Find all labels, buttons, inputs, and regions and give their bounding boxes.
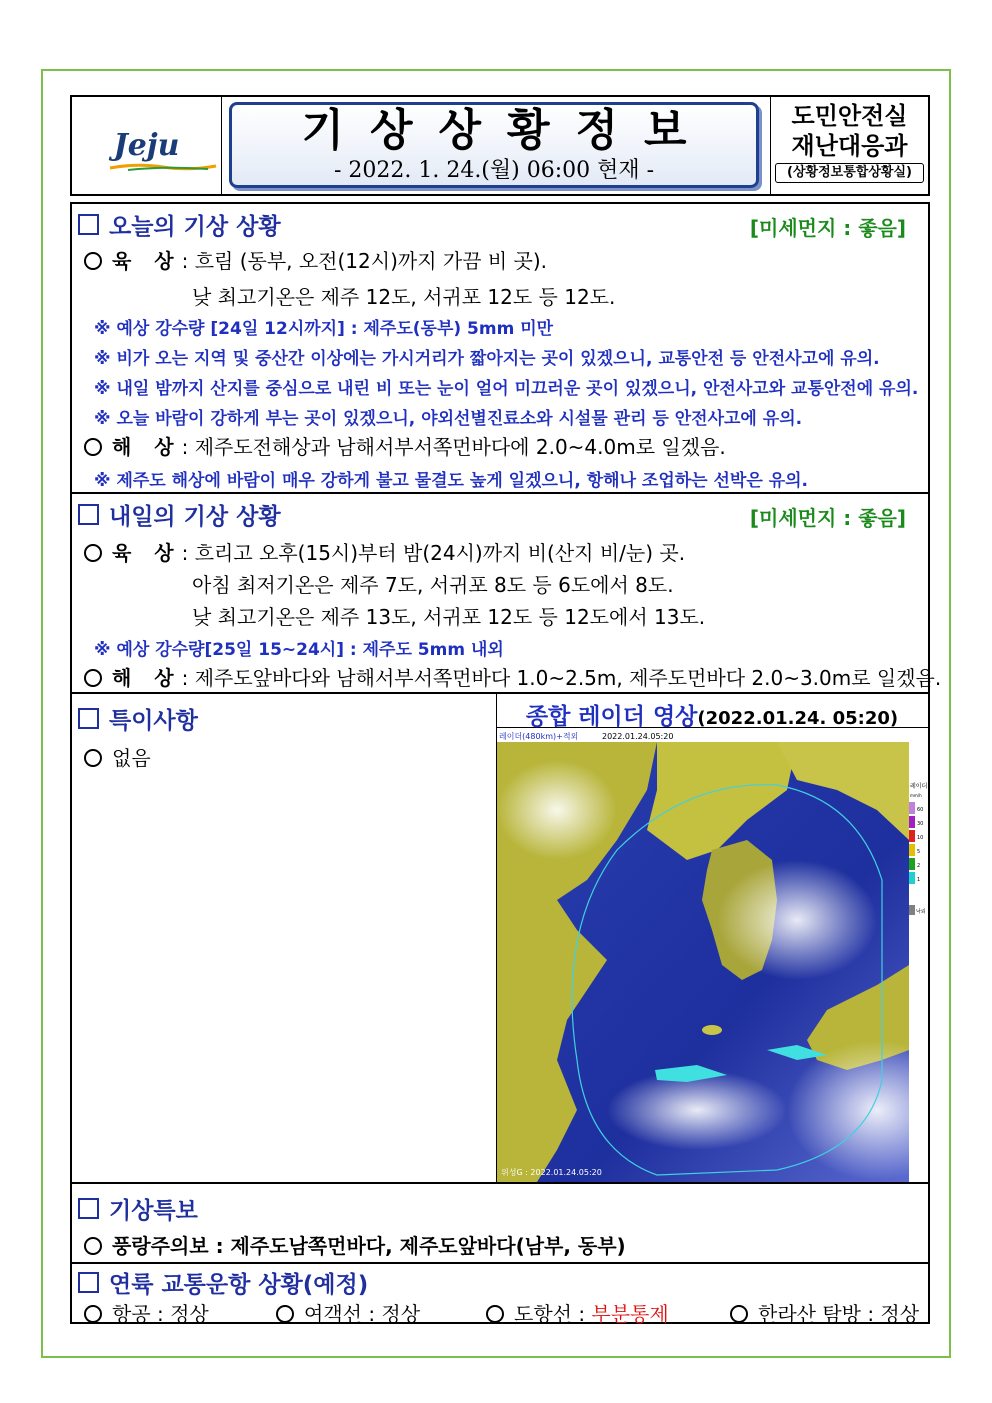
today-section (72, 204, 928, 494)
circle-bullet-icon (730, 1305, 748, 1323)
legend-text-1: 1 (917, 877, 921, 883)
legend-text-10: 10 (917, 835, 924, 841)
warning-section (72, 1184, 928, 1264)
circle-bullet-icon (84, 1305, 102, 1323)
tomorrow-title: 내일의 기상 상황 (78, 498, 281, 531)
title-box (229, 102, 759, 188)
transport-ferry: 여객선 : 정상 (276, 1298, 420, 1327)
org-line3: (상황정보통합상황실) (775, 163, 924, 183)
special-title: 특이사항 (78, 702, 198, 735)
org-line2: 재난대응과 (791, 132, 908, 160)
today-sea: 해 상: 제주도전해상과 남해서부서쪽먼바다에 2.0~4.0m로 일겠음. (84, 431, 726, 460)
special-item: 없음 (84, 742, 151, 771)
today-land-temp: 낮 최고기온은 제주 12도, 서귀포 12도 등 12도. (192, 285, 616, 309)
legend-unit: mm/h (910, 793, 922, 798)
main-content (70, 202, 942, 1326)
cloud (607, 1070, 787, 1150)
today-note-ice: ※ 내일 밤까지 산지를 중심으로 내린 비 또는 눈이 얼어 미끄러운 곳이 있겠으니, 안전사고와 교통안전에 유의. (94, 379, 919, 399)
header (70, 95, 930, 196)
radar-caption-time: 2022.01.24.05:20 (602, 732, 674, 741)
jeju-logo (72, 97, 222, 194)
radar-map (497, 730, 928, 1182)
tomorrow-land-min: 아침 최저기온은 제주 7도, 서귀포 8도 등 6도에서 8도. (192, 573, 674, 597)
checkbox-square-icon (78, 1198, 99, 1219)
legend-label: 레이더 (910, 783, 928, 790)
checkbox-square-icon (78, 504, 99, 525)
satellite-caption: 위성G : 2022.01.24.05:20 (501, 1168, 602, 1177)
circle-bullet-icon (84, 1237, 102, 1255)
cloud (717, 860, 877, 980)
legend-10 (909, 830, 915, 842)
legend-text-30: 30 (917, 821, 924, 827)
checkbox-square-icon (78, 1272, 99, 1293)
island-ferry-status: 부분통제 (591, 1302, 669, 1326)
today-note-visibility: ※ 비가 오는 지역 및 중산간 이상에는 가시거리가 짧아지는 곳이 있겠으니, 교통안전 등 안전사고에 유의. (94, 349, 880, 369)
legend-5 (909, 844, 915, 856)
circle-bullet-icon (276, 1305, 294, 1323)
checkbox-square-icon (78, 214, 99, 235)
today-dust: [미세먼지 : 좋음] (749, 216, 906, 240)
circle-bullet-icon (84, 749, 102, 767)
warning-title: 기상특보 (78, 1192, 198, 1225)
legend-30 (909, 816, 915, 828)
legend-text-60: 60 (917, 807, 924, 813)
circle-bullet-icon (84, 252, 102, 270)
tomorrow-section (72, 494, 942, 694)
transport-island-ferry: 도항선 : 부분통제 (486, 1298, 669, 1327)
transport-hallasan: 한라산 탐방 : 정상 (730, 1298, 919, 1327)
today-land: 육 상: 흐림 (동부, 오전(12시)까지 가끔 비 곳). (84, 245, 547, 274)
circle-bullet-icon (84, 669, 102, 687)
legend-text-5: 5 (917, 849, 921, 855)
logo-text: Jeju (113, 128, 180, 163)
circle-bullet-icon (84, 544, 102, 562)
report-date: - 2022. 1. 24.(월) 06:00 현재 - (333, 158, 655, 183)
today-title: 오늘의 기상 상황 (78, 208, 281, 241)
radar-image (497, 730, 928, 1182)
organization (770, 97, 928, 194)
legend-2 (909, 858, 915, 870)
special-radar-section (72, 694, 928, 1184)
org-line1: 도민안전실 (791, 102, 908, 130)
tomorrow-land: 육 상: 흐리고 오후(15시)부터 밤(24시)까지 비(산지 비/눈) 곳. (84, 537, 685, 566)
cloud (497, 760, 617, 860)
page-title: 기상상황정보 (301, 105, 713, 156)
today-sea-note: ※ 제주도 해상에 바람이 매우 강하게 불고 물결도 높게 일겠으니, 항해나 조업하는 선박은 유의. (94, 471, 808, 491)
land-jeju (702, 1025, 722, 1035)
legend-lightning (909, 905, 915, 915)
legend-text-2: 2 (917, 863, 921, 869)
tomorrow-note-rain: ※ 예상 강수량[25일 15~24시] : 제주도 5mm 내외 (94, 640, 504, 660)
tomorrow-sea: 해 상: 제주도앞바다와 남해서부서쪽먼바다 1.0~2.5m, 제주도먼바다 2.0~3.0m로 일겠음. (84, 662, 941, 691)
legend-text-lightning: 낙뢰 (916, 909, 926, 915)
radar-title: 종합 레이더 영상(2022.01.24. 05:20) (496, 698, 928, 728)
transport-title: 연륙 교통운항 상황(예정) (78, 1266, 368, 1299)
transport-section (72, 1264, 928, 1326)
today-note-rain: ※ 예상 강수량 [24일 12시까지] : 제주도(동부) 5mm 미만 (94, 319, 554, 339)
legend-60 (909, 802, 915, 814)
radar-caption: 레이더(480km)+적외 (499, 732, 579, 741)
warning-item: 풍랑주의보 : 제주도남쪽먼바다, 제주도앞바다(남부, 동부) (84, 1230, 626, 1259)
today-note-wind: ※ 오늘 바람이 강하게 부는 곳이 있겠으니, 야외선별진료소와 시설물 관리 등 안전사고에 유의. (94, 409, 803, 429)
logo-swoosh-icon (108, 163, 218, 171)
tomorrow-dust: [미세먼지 : 좋음] (749, 506, 906, 530)
transport-air: 항공 : 정상 (84, 1298, 209, 1327)
checkbox-square-icon (78, 708, 99, 729)
circle-bullet-icon (486, 1305, 504, 1323)
tomorrow-land-max: 낮 최고기온은 제주 13도, 서귀포 12도 등 12도에서 13도. (192, 605, 706, 629)
legend-1 (909, 872, 915, 884)
circle-bullet-icon (84, 438, 102, 456)
